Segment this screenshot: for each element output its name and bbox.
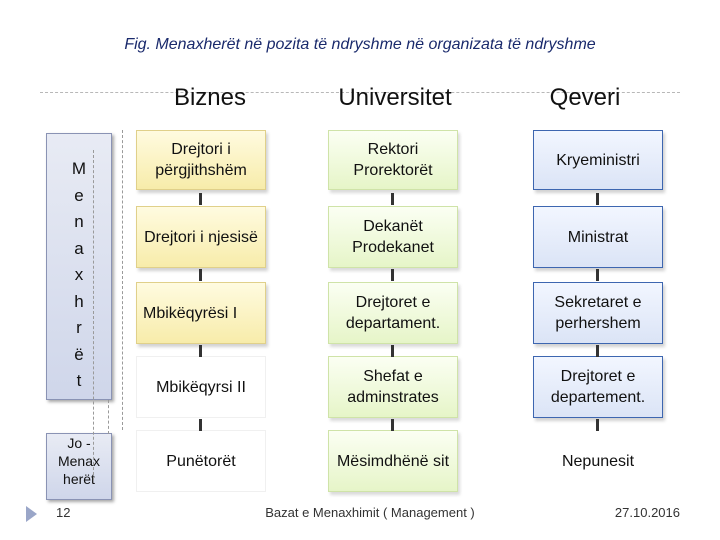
column-header-biznes: Biznes bbox=[173, 84, 247, 111]
connector bbox=[199, 345, 202, 357]
connector bbox=[596, 269, 599, 281]
universitet-cell-4: Shefat e adminstrates bbox=[328, 356, 458, 418]
column-header-qeveri: Qeveri bbox=[549, 84, 621, 111]
qeveri-cell-2: Ministrat bbox=[533, 206, 663, 268]
biznes-cell-3: Mbikëqyrësi I bbox=[136, 282, 266, 344]
connector bbox=[391, 193, 394, 205]
dashed-guide bbox=[108, 400, 109, 434]
biznes-cell-4: Mbikëqyrsi II bbox=[136, 356, 266, 418]
connector bbox=[391, 269, 394, 281]
side-letter: r bbox=[76, 318, 82, 337]
page-number: 12 bbox=[56, 505, 71, 520]
footer-title: Bazat e Menaxhimit ( Management ) bbox=[265, 505, 475, 520]
bullet-triangle-icon bbox=[26, 506, 37, 522]
side-letter: n bbox=[74, 212, 84, 231]
connector bbox=[596, 345, 599, 357]
connector bbox=[596, 193, 599, 205]
biznes-cell-2: Drejtori i njesisë bbox=[136, 206, 266, 268]
figure-title: Fig. Menaxherët në pozita të ndryshme në organizata të ndryshme bbox=[124, 36, 596, 53]
side-letter: h bbox=[74, 291, 84, 311]
side-letter: ë bbox=[74, 344, 84, 364]
connector bbox=[199, 419, 202, 431]
non-managers-side-label bbox=[46, 433, 112, 500]
side-line: Menax bbox=[57, 453, 101, 469]
connector bbox=[199, 193, 202, 205]
connector bbox=[391, 419, 394, 431]
qeveri-cell-3: Sekretaret e perhershem bbox=[533, 282, 663, 344]
qeveri-cell-4: Drejtoret e departement. bbox=[533, 356, 663, 418]
qeveri-cell-1: Kryeministri bbox=[533, 130, 663, 190]
dashed-guide bbox=[122, 130, 123, 430]
footer-date: 27.10.2016 bbox=[614, 505, 680, 520]
side-line: Jo - bbox=[67, 435, 91, 451]
side-letter: e bbox=[74, 185, 84, 205]
column-header-universitet: Universitet bbox=[338, 84, 452, 111]
biznes-cell-5: Punëtorët bbox=[136, 430, 266, 492]
side-letter: M bbox=[71, 159, 87, 178]
dashed-guide bbox=[93, 150, 94, 480]
biznes-cell-1: Drejtori i përgjithshëm bbox=[136, 130, 266, 190]
side-letter: x bbox=[74, 265, 84, 284]
side-letter: a bbox=[74, 238, 84, 258]
connector bbox=[199, 269, 202, 281]
universitet-cell-3: Drejtoret e departament. bbox=[328, 282, 458, 344]
universitet-cell-5: Mësimdhënë sit bbox=[328, 430, 458, 492]
connector bbox=[596, 419, 599, 431]
side-letter: t bbox=[76, 371, 82, 390]
universitet-cell-2: Dekanët Prodekanet bbox=[328, 206, 458, 268]
connector bbox=[391, 345, 394, 357]
managers-side-label bbox=[46, 133, 112, 400]
universitet-cell-1: Rektori Prorektorët bbox=[328, 130, 458, 190]
side-line: herët bbox=[63, 471, 95, 487]
qeveri-cell-5: Nepunesit bbox=[533, 430, 663, 492]
